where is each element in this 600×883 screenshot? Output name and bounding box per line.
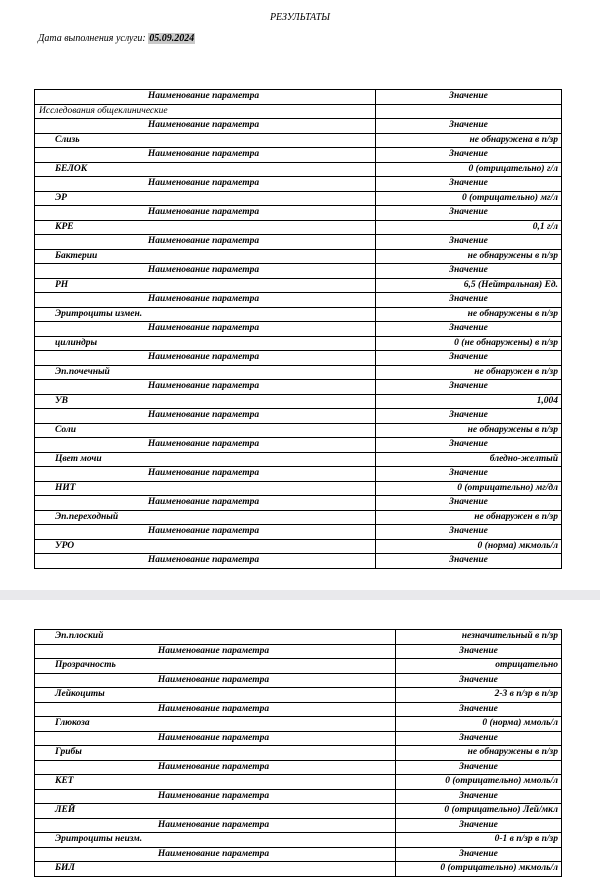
table-header-row [35,322,562,337]
table-row [35,630,562,645]
value-header: Значение [396,731,562,746]
table-row [35,249,562,264]
param-header: Наименование параметра [35,119,376,134]
param-value: незначительный в п/зр [396,630,562,645]
service-date-value: 05.09.2024 [149,33,195,44]
table-header-row [35,702,562,717]
value-header: Значение [376,525,562,540]
value-header: Значение [376,177,562,192]
table-row [35,278,562,293]
table-row [35,365,562,380]
param-value: 0 (норма) ммоль/л [396,717,562,732]
param-value: 0 (отрицательно) мг/л [376,191,562,206]
param-name: КЕТ [35,775,396,790]
section-row [35,104,562,119]
value-header: Значение [376,351,562,366]
param-value: 0 (отрицательно) Лей/мкл [396,804,562,819]
param-header: Наименование параметра [35,702,396,717]
table-header-row [35,351,562,366]
service-date-label: Дата выполнения услуги: [38,33,146,44]
value-header: Значение [396,673,562,688]
value-header: Значение [396,847,562,862]
param-header: Наименование параметра [35,293,376,308]
param-value: не обнаружены в п/зр [376,307,562,322]
table-row [35,133,562,148]
section-title: Исследования общеклинические [35,104,376,119]
table-header-row [35,525,562,540]
param-name: Прозрачность [35,659,396,674]
param-value: 0 (не обнаружены) в п/зр [376,336,562,351]
param-value: 0 (отрицательно) мкмоль/л [396,862,562,877]
document-title: РЕЗУЛЬТАТЫ [269,12,331,23]
value-header: Значение [376,496,562,511]
param-header: Наименование параметра [35,351,376,366]
param-name: Эритроциты неизм. [35,833,396,848]
table-row [35,307,562,322]
section-empty-cell [376,104,562,119]
param-header: Наименование параметра [35,847,396,862]
value-header: Значение [376,148,562,163]
param-value: 2-3 в п/зр в п/зр [396,688,562,703]
param-header: Наименование параметра [35,760,396,775]
param-value: не обнаружена в п/зр [376,133,562,148]
table-row [35,717,562,732]
param-header: Наименование параметра [35,322,376,337]
table-header-row [35,438,562,453]
param-header: Наименование параметра [35,90,376,105]
table-row [35,162,562,177]
param-name: Эп.почечный [35,365,376,380]
param-name: PH [35,278,376,293]
table-row [35,452,562,467]
param-value: 0,1 г/л [376,220,562,235]
param-name: БЕЛОК [35,162,376,177]
table-header-row [35,264,562,279]
value-header: Значение [396,760,562,775]
results-table-page-1 [34,89,562,569]
value-header: Значение [376,119,562,134]
value-header: Значение [396,818,562,833]
table-row [35,688,562,703]
table-header-row [35,148,562,163]
table-row [35,191,562,206]
value-header: Значение [376,380,562,395]
param-header: Наименование параметра [35,673,396,688]
table-header-row [35,554,562,569]
param-value: не обнаружены в п/зр [396,746,562,761]
document-page-2 [0,600,600,883]
value-header: Значение [396,644,562,659]
param-name: цилиндры [35,336,376,351]
table-row [35,746,562,761]
table-row [35,510,562,525]
param-header: Наименование параметра [35,148,376,163]
table-header-row [35,467,562,482]
table-row [35,220,562,235]
param-value: 0 (отрицательно) мг/дл [376,481,562,496]
param-header: Наименование параметра [35,438,376,453]
value-header: Значение [376,322,562,337]
table-row [35,804,562,819]
value-header: Значение [376,206,562,221]
param-value: не обнаружен в п/зр [376,510,562,525]
table-row [35,481,562,496]
table-header-row [35,409,562,424]
table-row [35,539,562,554]
value-header: Значение [376,264,562,279]
table-header-row [35,380,562,395]
param-value: 1,004 [376,394,562,409]
param-name: Бактерии [35,249,376,264]
param-value: 0 (норма) мкмоль/л [376,539,562,554]
table-header-row [35,496,562,511]
service-date [38,33,195,44]
table-row [35,394,562,409]
value-header: Значение [376,438,562,453]
param-header: Наименование параметра [35,264,376,279]
param-value: 6,5 (Нейтральная) Ед. [376,278,562,293]
table-row [35,659,562,674]
param-header: Наименование параметра [35,467,376,482]
param-name: УВ [35,394,376,409]
param-name: Глюкоза [35,717,396,732]
table-header-row [35,818,562,833]
param-name: Грибы [35,746,396,761]
table-header-row [35,119,562,134]
param-value: не обнаружен в п/зр [376,365,562,380]
param-header: Наименование параметра [35,818,396,833]
param-header: Наименование параметра [35,235,376,250]
param-header: Наименование параметра [35,177,376,192]
table-header-row [35,90,562,105]
param-value: 0-1 в п/зр в п/зр [396,833,562,848]
param-header: Наименование параметра [35,409,376,424]
table-row [35,862,562,877]
table-header-row [35,731,562,746]
param-header: Наименование параметра [35,525,376,540]
param-name: ЭР [35,191,376,206]
param-name: Эп.переходный [35,510,376,525]
table-header-row [35,177,562,192]
param-value: 0 (отрицательно) ммоль/л [396,775,562,790]
table-row [35,833,562,848]
table-header-row [35,644,562,659]
table-row [35,775,562,790]
param-header: Наименование параметра [35,644,396,659]
value-header: Значение [376,554,562,569]
param-header: Наименование параметра [35,206,376,221]
param-value: не обнаружены в п/зр [376,423,562,438]
param-value: отрицательно [396,659,562,674]
table-header-row [35,673,562,688]
param-name: КРЕ [35,220,376,235]
param-header: Наименование параметра [35,380,376,395]
param-header: Наименование параметра [35,789,396,804]
param-name: Слизь [35,133,376,148]
table-header-row [35,235,562,250]
table-header-row [35,847,562,862]
param-name: Лейкоциты [35,688,396,703]
value-header: Значение [376,467,562,482]
value-header: Значение [376,90,562,105]
param-name: УРО [35,539,376,554]
results-table-page-2 [34,629,562,877]
param-value: не обнаружены в п/зр [376,249,562,264]
table-row [35,336,562,351]
table-header-row [35,293,562,308]
param-name: ЛЕЙ [35,804,396,819]
param-header: Наименование параметра [35,731,396,746]
param-value: 0 (отрицательно) г/л [376,162,562,177]
table-row [35,423,562,438]
param-name: НИТ [35,481,376,496]
param-header: Наименование параметра [35,496,376,511]
table-header-row [35,206,562,221]
param-name: Эп.плоский [35,630,396,645]
value-header: Значение [376,235,562,250]
param-value: бледно-желтый [376,452,562,467]
value-header: Значение [376,409,562,424]
value-header: Значение [376,293,562,308]
table-header-row [35,789,562,804]
param-header: Наименование параметра [35,554,376,569]
table-header-row [35,760,562,775]
param-name: Цвет мочи [35,452,376,467]
param-name: БИЛ [35,862,396,877]
value-header: Значение [396,789,562,804]
param-name: Эритроциты измен. [35,307,376,322]
value-header: Значение [396,702,562,717]
param-name: Соли [35,423,376,438]
